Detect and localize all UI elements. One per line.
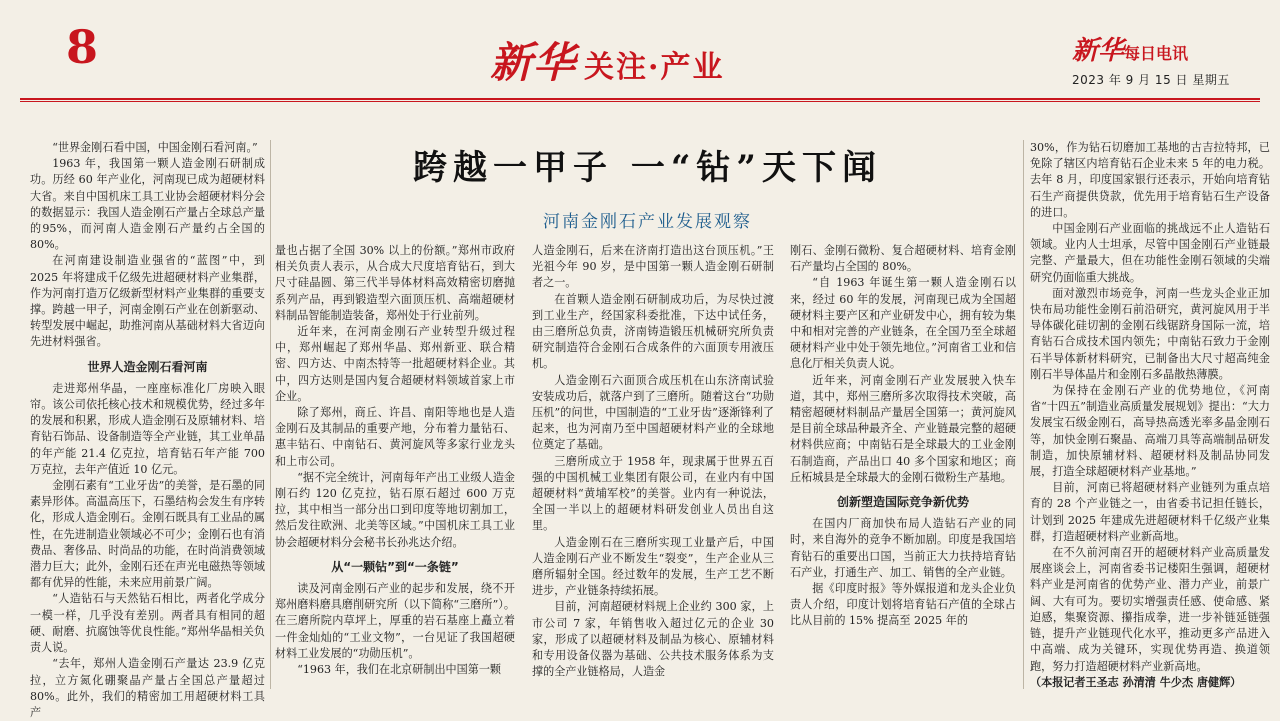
paragraph: 为保持在金刚石产业的优势地位，《河南省“十四五”制造业高质量发展规划》提出：“大力发展宝石级金刚石，高导热高透光率多晶金刚石等，加快金刚石聚晶、高端刀具等高端制品研发制造，加快原辅材料、超硬材料及制品协同发展，打造全球超硬材料产业基地。” [1030, 384, 1270, 479]
article-column-2 [275, 243, 515, 689]
article-column-1 [30, 140, 265, 719]
headline-subtitle: 河南金刚石产业发展观察 [543, 212, 752, 232]
column-divider [270, 140, 271, 689]
header-rule [20, 98, 1260, 100]
paragraph: 人造金刚石六面顶合成压机在山东济南试验安装成功后，就落户到了三磨所。随着这台“功勋压机”的问世，中国制造的“工业牙齿”逐渐锋利了起来，也为河南乃至中国超硬材料产业的全球地位奠定了基础。 [532, 373, 774, 452]
paragraph: 目前，河南已将超硬材料产业链列为重点培育的 28 个产业链之一，由省委书记担任链长，计划到 2025 年建成先进超硬材料千亿级产业集群，打造超硬材料产业新高地。 [1030, 481, 1270, 543]
paragraph: 在河南建设制造业强省的“蓝图”中，到 2025 年将建成千亿级先进超硬材料产业集群，作为河南打造万亿级新型材料产业集群的重要支撑。跨越一甲子，河南金刚石产业在创新驱动、转型发展中崛起，助推河南从基础材料大省迈向先进材料强省。 [30, 254, 265, 349]
paragraph: 读及河南金刚石产业的起步和发展，绕不开郑州磨料磨具磨削研究所（以下简称“三磨所”）。在三磨所院内草坪上，厚重的岩石基座上矗立着一件金灿灿的“工业文物”，一台见证了我国超硬材料工业发展的“功勋压机”。 [275, 582, 515, 660]
article-column-3 [532, 243, 774, 689]
paragraph: “人造钻石与天然钻石相比，两者化学成分一模一样，几乎没有差别。两者具有相同的超硬、耐磨、抗腐蚀等优良性能。”郑州华晶相关负责人说。 [30, 592, 265, 655]
paper-name: 每日电讯 [1124, 44, 1189, 63]
paragraph: 量也占据了全国 30% 以上的份额。”郑州市政府相关负责人表示，从合成大尺度培育钻石，到大尺寸硅晶圆、第三代半导体材料高效精密切磨抛系列产品，再到锻造型六面顶压机、高端超硬材料制品智能制造装备，郑州处于行业前列。 [275, 244, 515, 322]
section-title: 关注·产业 [584, 50, 725, 85]
reporter-byline: （本报记者王圣志 孙清清 牛少杰 唐健辉） [1030, 675, 1242, 689]
paragraph: “自 1963 年诞生第一颗人造金刚石以来，经过 60 年的发展，河南现已成为全国超硬材料主要产区和产业研发中心，拥有较为集中和相对完善的产业链条，在全国乃至全球超硬材料产业中处于领先地位。”河南省工业和信息化厅相关负责人说。 [790, 276, 1016, 371]
paper-masthead [1072, 30, 1242, 88]
brand-logo: 新华 [490, 38, 577, 87]
page-number: 8 [66, 20, 99, 74]
paragraph: “世界金刚石看中国，中国金刚石看河南。” [52, 141, 258, 154]
paragraph: 近年来，河南金刚石产业发展驶入快车道，其中，郑州三磨所多次取得技术突破，高精密超硬材料制品产量居全国第一；黄河旋风是目前全球品种最齐全、产业链最完整的超硬材料供应商；中南钻石是全球最大的工业金刚石制造商，产品出口 40 多个国家和地区；商丘柘城县是全球最大的金刚石微粉生产基地。 [790, 373, 1016, 484]
issue-date: 2023 年 9 月 15 日 星期五 [1072, 73, 1230, 87]
paragraph: 30%，作为钻石切磨加工基地的古吉拉特邦，已免除了辖区内培育钻石企业未来 5 年的电力税。去年 8 月，印度国家银行还表示，开始向培育钻石生产商提供贷款，优先用于培育钻石生产设备的进口。 [1030, 141, 1270, 219]
paragraph: 面对激烈市场竞争，河南一些龙头企业正加快布局功能性金刚石前沿研究，黄河旋风用于半导体碳化硅切割的金刚石线锯跻身国际一流，培育钻石合成技术国内领先；中南钻石致力于金刚石半导体新材料研究，已制备出大尺寸超高纯金刚石半导体晶片和金刚石多晶散热薄膜。 [1030, 286, 1270, 381]
section-subheading: 从“一颗钻”到“一条链” [331, 559, 459, 574]
paragraph: 刚石、金刚石微粉、复合超硬材料、培育金刚石产量均占全国的 80%。 [790, 244, 1016, 274]
article-column-5 [1030, 140, 1270, 689]
paragraph: 在国内厂商加快布局人造钻石产业的同时，来自海外的竞争不断加剧。印度是我国培育钻石的重要出口国，当前正大力扶持培育钻石产业，打通生产、加工、销售的全产业链。 [790, 517, 1016, 579]
page-header [0, 0, 1280, 108]
paragraph: 人造金刚石在三磨所实现工业量产后，中国人造金刚石产业不断发生“裂变”，生产企业从三磨所辐射全国。经过数年的发展，生产工艺不断进步，产业链条持续拓展。 [532, 535, 774, 598]
column-divider [1023, 140, 1024, 689]
paragraph: 金刚石素有“工业牙齿”的美誉，是石墨的同素异形体。高温高压下，石墨结构会发生有序转化，形成人造金刚石。金刚石既具有工业品的属性，在先进制造业领域必不可少；金刚石也有消费品、奢侈品、时尚品的功能，在时尚消费领域潜力巨大；此外，金刚石还在声光电磁热等领域都有优异的性能，未来应用前景广阔。 [30, 479, 265, 590]
paragraph: 在不久前河南召开的超硬材料产业高质量发展座谈会上，河南省委书记楼阳生强调，超硬材料产业是河南省的优势产业、潜力产业，前景广阔、大有可为。要切实增强责任感、使命感、紧迫感，集聚资源、攥指成拳，进一步补链延链强链，提升产业链现代化水平，推动更多产品进入中高端、成为关键环，实现优势再造、换道领跑，努力打造超硬材料产业新高地。 [1030, 546, 1270, 673]
paragraph: 在首颗人造金刚石研制成功后，为尽快过渡到工业生产，经国家科委批准，下达中试任务，由三磨所总负责，济南铸造锻压机械研究所负责研究制造符合金刚石合成条件的六面顶专用液压机。 [532, 292, 774, 371]
headline-title: 跨越一甲子 一“钻”天下闻 [413, 148, 882, 188]
paragraph: 三磨所成立于 1958 年，现隶属于世界五百强的中国机械工业集团有限公司，在业内有中国超硬材料“黄埔军校”的美誉。业内有一种说法，全国一半以上的超硬材料研发创业人员出自这里。 [532, 454, 774, 533]
section-subheading: 世界人造金刚石看河南 [87, 359, 208, 374]
section-subheading: 创新塑造国际竞争新优势 [836, 495, 969, 510]
section-masthead [490, 30, 724, 90]
paragraph: “据不完全统计，河南每年产出工业级人造金刚石约 120 亿克拉，钻石原石超过 600 万克拉，其中相当一部分出口到印度等地切割加工，然后发往欧洲、北美等区域。”中国机床工具工业协会超硬材料分会秘书长孙兆达介绍。 [275, 470, 515, 549]
paper-brand-logo: 新华 [1072, 36, 1125, 66]
paragraph: “去年，郑州人造金刚石产量达 23.9 亿克拉，立方氮化硼聚晶产量占全国总产量超过 80%。此外，我们的精密加工用超硬材料工具产 [30, 657, 265, 719]
paragraph: 目前，河南超硬材料规上企业约 300 家，上市公司 7 家，年销售收入超过亿元的企业 30 家，形成了以超硬材料及制品为核心、原辅材料和专用设备仪器为基础、公共技术服务体系为支撑的全产业链格局，人造金 [532, 600, 774, 679]
article-headline [275, 140, 1020, 232]
paragraph: “1963 年，我们在北京研制出中国第一颗 [297, 663, 502, 677]
paragraph: 除了郑州，商丘、许昌、南阳等地也是人造金刚石及其制品的重要产地，分布着力量钻石、惠丰钻石、中南钻石、黄河旋风等多家行业龙头和上市公司。 [275, 406, 515, 468]
paragraph: 中国金刚石产业面临的挑战远不止人造钻石领域。业内人士坦承，尽管中国金刚石产业链最完整、产量最大，但在功能性金刚石领域的尖端研究仍面临重大挑战。 [1030, 222, 1270, 284]
paragraph: 走进郑州华晶，一座座标准化厂房映入眼帘。该公司依托核心技术和规模优势，经过多年的发展和积累，形成人造金刚石及原辅材料、培育钻石饰品、设备制造等全产业链，其工业单晶的年产能 21.4 亿克拉，培育钻石年产能 700 万克拉，去年产值近 10 亿元。 [30, 381, 265, 476]
article-column-4 [790, 243, 1016, 689]
paragraph: 据《印度时报》等外媒报道和龙头企业负责人介绍，印度计划将培育钻石产值的全球占比从目前的 15% 提高至 2025 年的 [790, 582, 1016, 628]
paragraph: 1963 年，我国第一颗人造金刚石研制成功。历经 60 年产业化，河南现已成为超硬材料大省。来自中国机床工具工业协会超硬材料分会的数据显示：我国人造金刚石产量占全球总产量的95%，而河南人造金刚石产量约占全国的 80%。 [30, 157, 265, 252]
paragraph: 人造金刚石，后来在济南打造出这台顶压机。”王光祖今年 90 岁，是中国第一颗人造金刚石研制者之一。 [532, 244, 774, 290]
header-rule-thin [20, 101, 1260, 102]
paragraph: 近年来，在河南金刚石产业转型升级过程中，郑州崛起了郑州华晶、郑州新亚、联合精密、四方达、中南杰特等一批超硬材料企业。其中，四方达则是国内复合超硬材料领域首家上市企业。 [275, 325, 515, 403]
